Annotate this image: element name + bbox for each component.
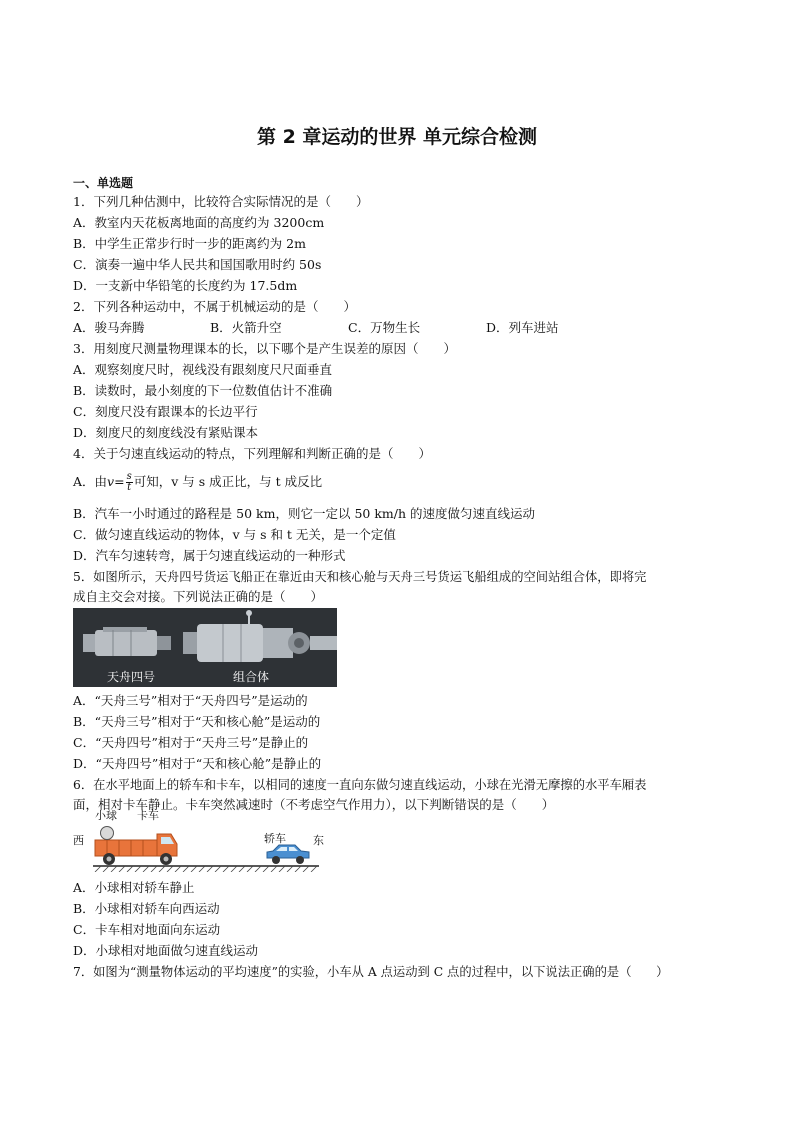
fig-label-truck: 卡车 xyxy=(137,809,159,822)
q6-stem-line2: 面，相对卡车静止。卡车突然减速时（不考虑空气作用力），以下判断错误的是（ ） xyxy=(73,797,555,812)
q6-option-a: A．小球相对轿车静止 xyxy=(73,880,195,895)
q2-option-a: A．骏马奔腾 xyxy=(73,320,145,335)
q4-a-v: v xyxy=(107,474,115,489)
q5-stem-line2: 成自主交会对接。下列说法正确的是（ ） xyxy=(73,589,324,604)
q7-stem: 7．如图为“测量物体运动的平均速度”的实验，小车从 A 点运动到 C 点的过程中，以下说法正确的是（ ） xyxy=(73,965,669,979)
q3-stem: 3．用刻度尺测量物理课本的长，以下哪个是产生误差的原因（ ） xyxy=(73,341,456,356)
q2-options xyxy=(73,320,559,336)
q2-option-b: B．火箭升空 xyxy=(210,320,282,335)
q6-option-d: D．小球相对地面做匀速直线运动 xyxy=(73,943,259,958)
q3-option-c: C．刻度尺没有跟课本的长边平行 xyxy=(73,404,258,419)
fig-label-west: 西 xyxy=(73,834,84,847)
spacecraft-figure xyxy=(73,608,337,687)
q5-stem-line1: 5．如图所示，天舟四号货运飞船正在靠近由天和核心舱与天舟三号货运飞船组成的空间站组合体，即将完 xyxy=(73,570,647,584)
page-title: 第 2 章运动的世界 单元综合检测 xyxy=(256,126,538,148)
q4-a-prefix: A．由 xyxy=(73,474,108,489)
q2-option-d: D．列车进站 xyxy=(486,320,559,335)
q5-option-a: A．“天舟三号”相对于“天舟四号”是运动的 xyxy=(73,693,308,708)
q4-option-a xyxy=(73,472,322,493)
q4-a-denominator: t xyxy=(127,482,132,493)
q1-option-b: B．中学生正常步行时一步的距离约为 2m xyxy=(73,236,306,251)
q4-option-d: D．汽车匀速转弯，属于匀速直线运动的一种形式 xyxy=(73,548,346,563)
q6-stem-line1: 6．在水平地面上的轿车和卡车，以相同的速度一直向东做匀速直线运动，小球在光滑无摩擦的水平车厢表 xyxy=(73,778,647,792)
q5-option-d: D．“天舟四号”相对于“天和核心舱”是静止的 xyxy=(73,756,322,771)
q6-option-c: C．卡车相对地面向东运动 xyxy=(73,922,221,937)
q2-stem: 2．下列各种运动中，不属于机械运动的是（ ） xyxy=(73,299,356,314)
q6-option-b: B．小球相对轿车向西运动 xyxy=(73,901,220,916)
q4-stem: 4．关于匀速直线运动的特点，下列理解和判断正确的是（ ） xyxy=(73,446,431,461)
q3-option-d: D．刻度尺的刻度线没有紧贴课本 xyxy=(73,425,259,440)
q1-stem: 1．下列几种估测中，比较符合实际情况的是（ ） xyxy=(73,194,369,209)
q4-option-c: C．做匀速直线运动的物体，v 与 s 和 t 无关，是一个定值 xyxy=(73,527,396,542)
truck-car-figure xyxy=(73,810,323,872)
q3-option-b: B．读数时，最小刻度的下一位数值估计不准确 xyxy=(73,383,333,398)
q1-option-a: A．教室内天花板离地面的高度约为 3200cm xyxy=(73,215,325,230)
q4-option-b: B．汽车一小时通过的路程是 50 km，则它一定以 50 km/h 的速度做匀速直线运动 xyxy=(73,506,535,521)
q5-option-c: C．“天舟四号”相对于“天舟三号”是静止的 xyxy=(73,735,309,750)
q4-a-suffix: 可知，v 与 s 成正比，与 t 成反比 xyxy=(133,474,323,489)
fig-label-car: 轿车 xyxy=(264,832,286,845)
q1-option-d: D．一支新中华铅笔的长度约为 17.5dm xyxy=(73,278,298,293)
section-heading: 一、单选题 xyxy=(73,176,134,190)
q2-option-c: C．万物生长 xyxy=(348,320,421,335)
q4-a-numerator: s xyxy=(126,471,132,482)
q4-a-eq: = xyxy=(114,474,125,489)
fig-label-east: 东 xyxy=(313,834,324,847)
q3-option-a: A．观察刻度尺时，视线没有跟刻度尺尺面垂直 xyxy=(73,362,333,377)
fig-label-tianzhou4: 天舟四号 xyxy=(107,670,156,684)
q4-a-fraction xyxy=(126,472,133,493)
q1-option-c: C．演奏一遍中华人民共和国国歌用时约 50s xyxy=(73,257,322,272)
q5-option-b: B．“天舟三号”相对于“天和核心舱”是运动的 xyxy=(73,714,321,729)
fig-label-combination: 组合体 xyxy=(233,670,270,684)
fig-label-ball: 小球 xyxy=(95,809,117,822)
